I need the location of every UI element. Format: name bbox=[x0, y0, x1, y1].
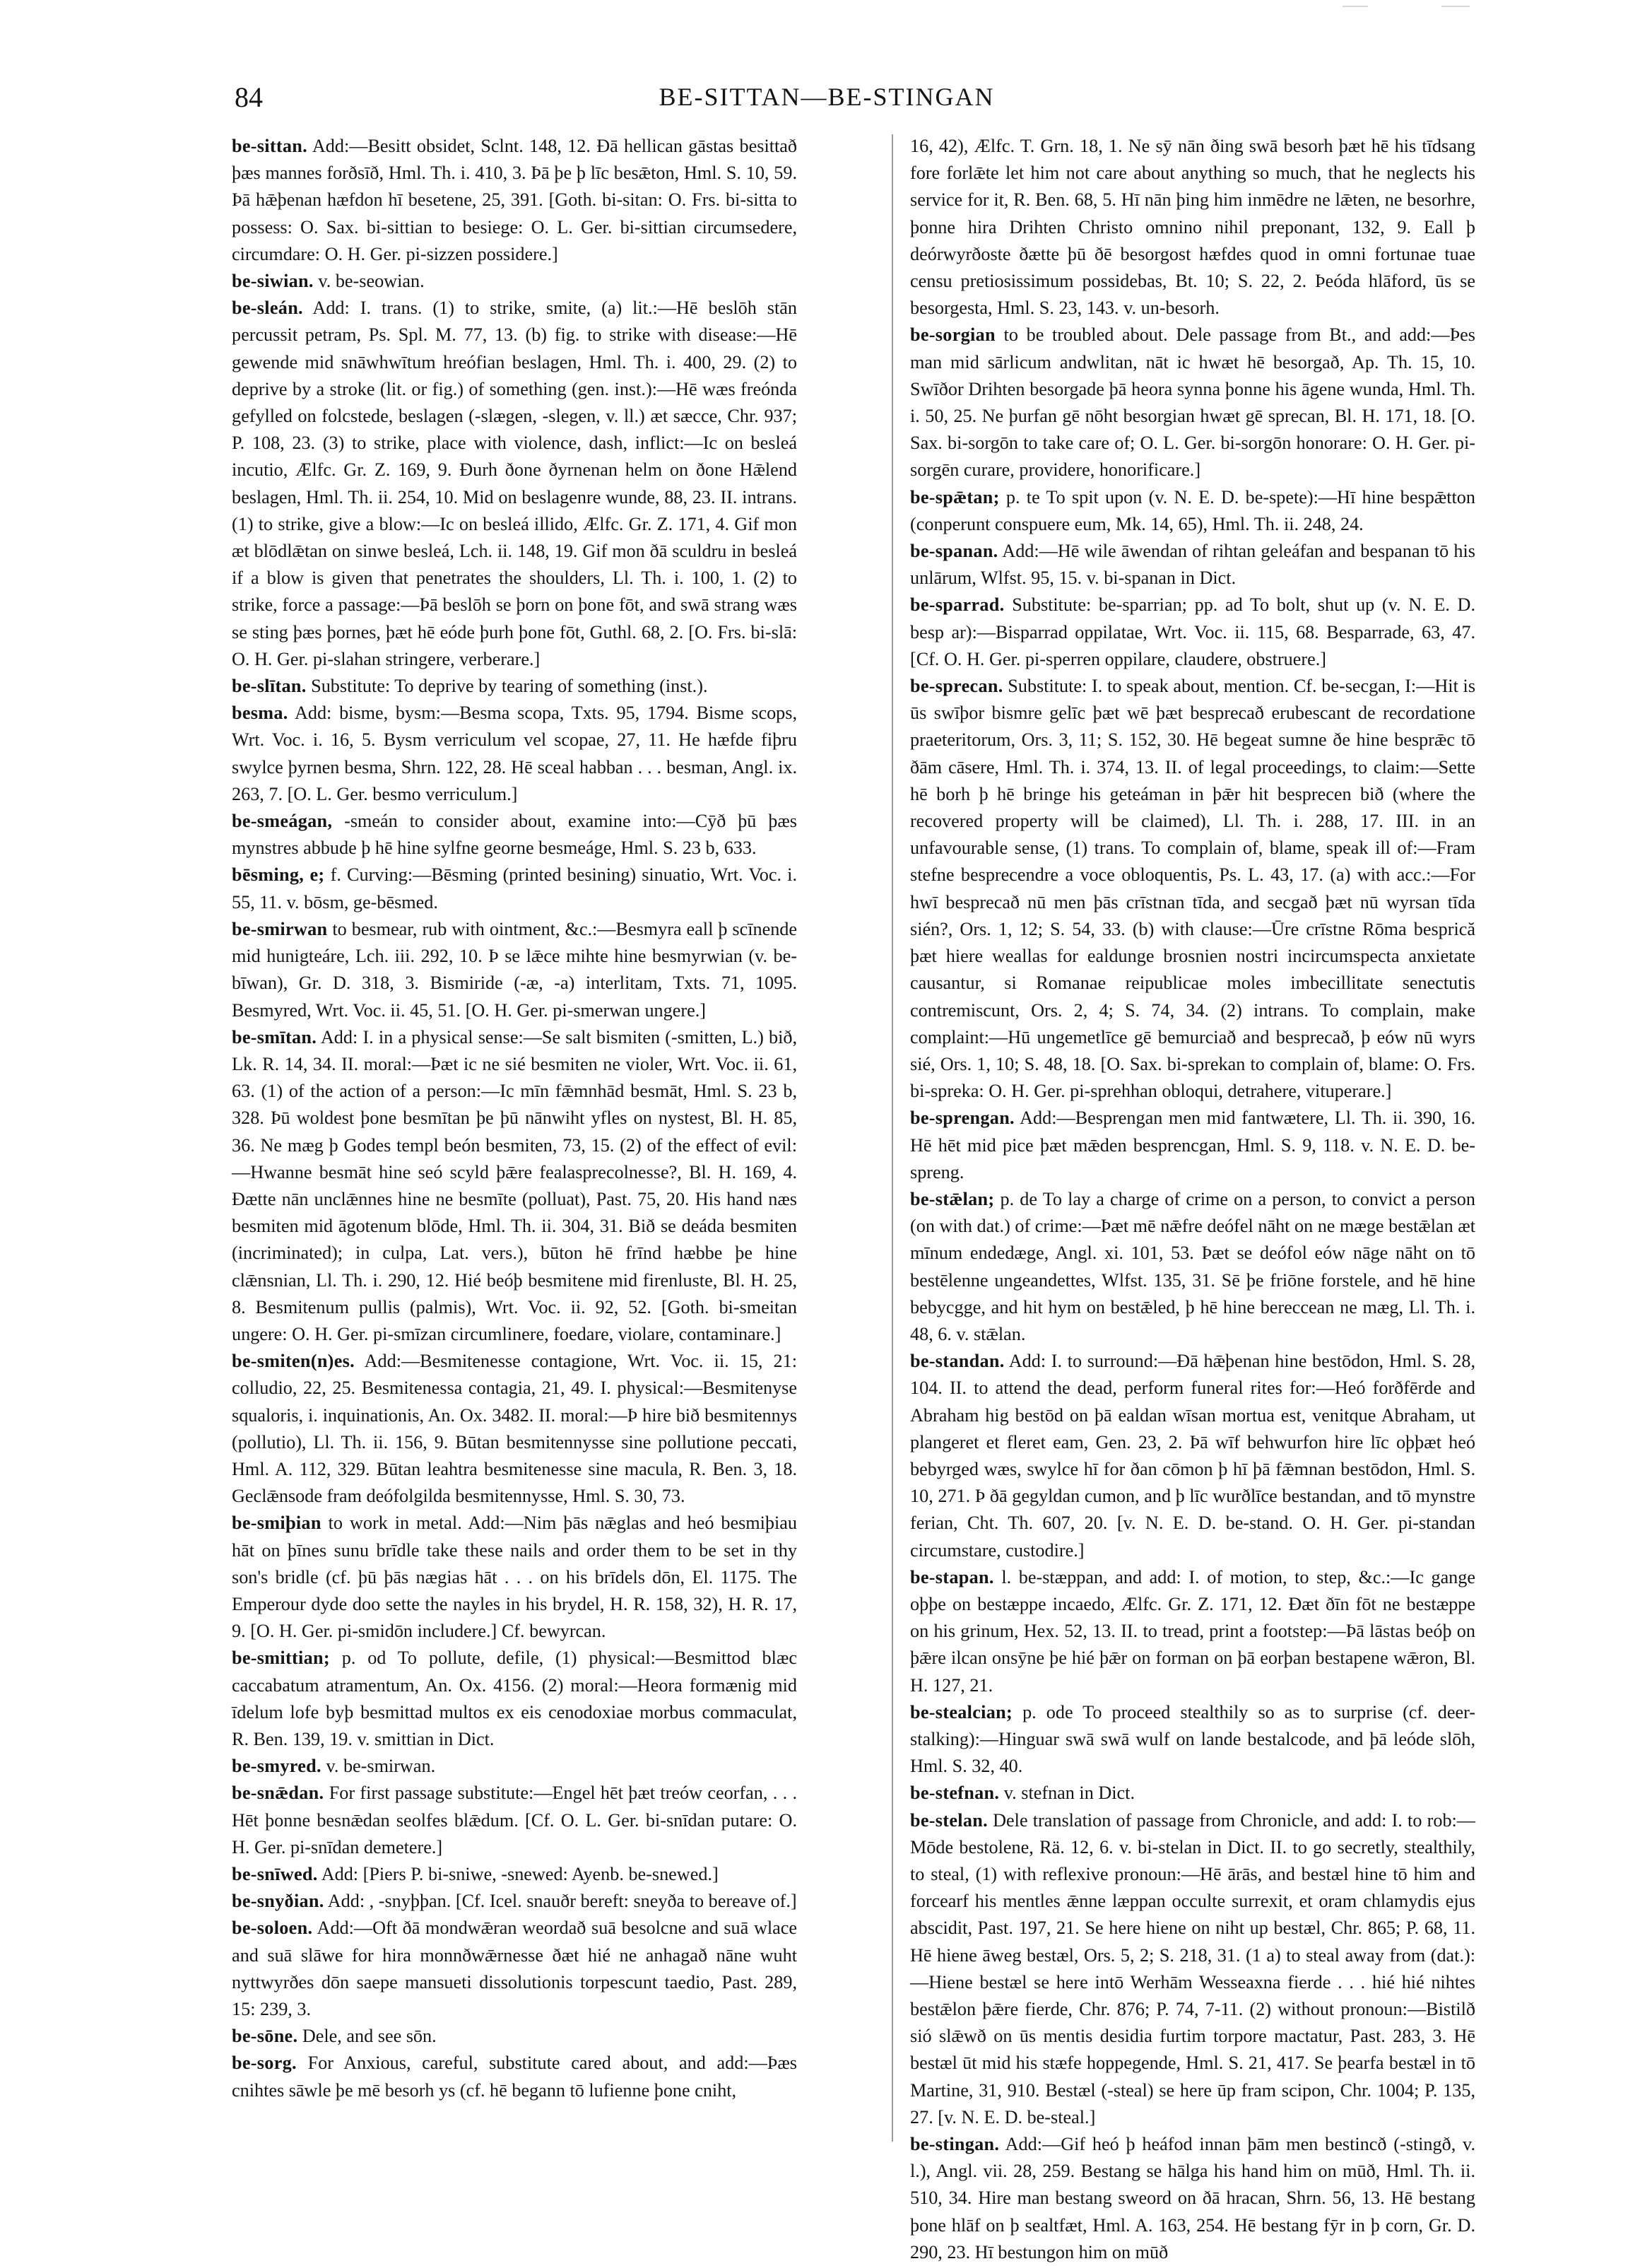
entry-definition: f. Curving:—Bēsming (printed besining) sinuatio, Wrt. Voc. i. 55, 11. v. bōsm, ge-bēsmed. bbox=[232, 864, 797, 912]
entry-headword: be-sorgian bbox=[910, 324, 996, 346]
entry-definition: to besmear, rub with ointment, &c.:—Besmyra eall þ scīnende mid hunigteáre, Lch. iii. 292, 10. Þ se lǣce mihte hine besmyrwian (v. be-bīwan), Gr. D. 318, 3. Bismiride (-æ, -a) interlitam, Txts. 71, 1095. Besmyred, Wrt. Voc. ii. 45, 51. [O. H. Ger. pi-smerwan ungere.] bbox=[232, 918, 798, 1021]
dictionary-entry bbox=[910, 484, 1475, 538]
dictionary-entry bbox=[232, 1861, 797, 1888]
entry-definition: Add:—Besitt obsidet, Sclnt. 148, 12. Ðā hellican gāstas besittað þæs mannes forðsīð, Hml. Th. i. 410, 3. Þā þe þ līc besǣton, Hml. S. 10, 59. Þā hǣþenan hæfdon hī besetene, 25, 391. [Goth. bi-sitan: O. Frs. bi-sitta to possess: O. Sax. bi-sittian to besiege: O. L. Ger. bi-sittian circumsedere, circumdare: O. H. Ger. pi-sizzen possidere.] bbox=[232, 136, 797, 264]
dictionary-entry bbox=[232, 268, 797, 295]
dictionary-entry bbox=[232, 1915, 797, 2023]
entry-definition: Add: I. to surround:—Ðā hǣþenan hine bestōdon, Hml. S. 28, 104. II. to attend the dead, perform funeral rites for:—Heó forðfērde and Abraham hig bestōd on þā ealdan wīsan mortua est, venitque Abraham, ut plangeret et fleret eam, Gen. 23, 2. Þā wīf behwurfon hire līc oþþæt heó bebyrged wæs, swylce hī for ðan cōmon þ hī þā fǣmnan bestōdon, Hml. S. 10, 271. Þ ðā gegyldan cumon, and þ līc wurðlīce bestandan, and tō mynstre ferian, Cht. Th. 607, 20. [v. N. E. D. be-stand. O. H. Ger. pi-standan circumstare, custodire.] bbox=[910, 1351, 1475, 1561]
entry-definition: Substitute: To deprive by tearing of something (inst.). bbox=[311, 676, 708, 697]
entry-definition: Dele translation of passage from Chronicle, and add: I. to rob:—Mōde bestolene, Rä. 12, 6. v. bi-stelan in Dict. II. to go secretly, stealthily, to steal, (1) with reflexive pronoun:—Hē ārās, and bestæl hine tō him and forcearf his mentles ǣnne læppan occulte surrexit, et oram chlamydis ejus abscidit, Past. 197, 21. Se here hiene on niht up bestæl, Chr. 865; P. 68, 11. Hē hiene āweg bestæl, Ors. 5, 2; S. 218, 31. (1 a) to steal away from (dat.):—Hiene bestæl se here intō Werhām Wesseaxna fierde . . . hié hié nihtes bestǣlon þǣre fierde, Chr. 876; P. 74, 7-11. (2) without pronoun:—Bistilð sió slǣwð on ūs mentis desidia furtim torpore mactatur, Past. 283, 3. Hē bestæl ūt mid his stæfe hoppegende, Hml. S. 21, 417. Se þearfa bestæl in tō Martine, 31, 910. Bestæl (-steal) se here ūp fram scipon, Chr. 1004; P. 135, 27. [v. N. E. D. be-steal.] bbox=[910, 1809, 1475, 2127]
entry-headword: be-sprecan. bbox=[910, 676, 1003, 697]
entry-definition: Add:—Besprengan men mid fantwætere, Ll. Th. ii. 390, 16. Hē hēt mid pice þæt mǣden besprencgan, Hml. S. 9, 118. v. N. E. D. be-spreng. bbox=[910, 1108, 1475, 1182]
entry-headword: be-sprengan. bbox=[910, 1108, 1015, 1129]
dictionary-entry bbox=[232, 133, 797, 268]
entry-definition: Add: I. trans. (1) to strike, smite, (a) lit.:—Hē beslōh stān percussit petram, Ps. Spl. M. 77, 13. (b) fig. to strike with disease:—Hē gewende mid snāwhwītum hreófian beslagen, Hml. Th. i. 400, 29. (2) to deprive by a stroke (lit. or fig.) of something (gen. inst.):—Hē wæs freónda gefylled on folcstede, beslagen (-slægen, -slegen, v. ll.) æt sæcce, Chr. 937; P. 108, 23. (3) to strike, place with violence, dash, inflict:—Ic on besleá incutio, Ælfc. Gr. Z. 169, 9. Ðurh ðone ðyrnenan helm on ðone Hǣlend beslagen, Hml. Th. ii. 254, 10. Mid on beslagenre wunde, 88, 23. II. intrans. (1) to strike, give a blow:—Ic on besleá illido, Ælfc. Gr. Z. 171, 4. Gif mon æt blōdlǣtan on sinwe besleá, Lch. ii. 148, 19. Gif mon ðā sculdru in besleá if a blow is given that penetrates the shoulders, Ll. Th. i. 100, 1. (2) to strike, force a passage:—Þā beslōh se þorn on þone fōt, and swā strang wæs se sting þæs þornes, þæt hē eóde þurh þone fōt, Guthl. 68, 2. [O. Frs. bi-slā: O. H. Ger. pi-slahan stringere, verberare.] bbox=[232, 298, 797, 669]
dictionary-entry bbox=[232, 700, 797, 808]
entry-definition: -smeán to consider about, examine into:—Cȳð þū þæs mynstres abbude þ hē hine sylfne georne besmeáge, Hml. S. 23 b, 633. bbox=[232, 811, 797, 859]
entry-headword: be-sparrad. bbox=[910, 594, 1005, 616]
dictionary-entry bbox=[910, 1186, 1475, 1348]
dictionary-entry bbox=[232, 916, 797, 1024]
entry-definition: v. stefnan in Dict. bbox=[1003, 1783, 1135, 1804]
entry-headword: be-smirwan bbox=[232, 918, 328, 939]
dictionary-entry bbox=[232, 2050, 797, 2103]
entry-headword: be-siwian. bbox=[232, 271, 314, 292]
dictionary-entry bbox=[910, 322, 1475, 483]
entry-definition: Substitute: be-sparrian; pp. ad To bolt, shut up (v. N. E. D. besp ar):—Bisparrad oppilatae, Wrt. Voc. ii. 115, 68. Besparrade, 63, 47. [Cf. O. H. Ger. pi-sperren oppilare, claudere, obstruere.] bbox=[910, 594, 1476, 669]
dictionary-entry bbox=[232, 1024, 797, 1348]
dictionary-entry bbox=[910, 673, 1475, 1105]
running-head: BE-SITTAN—BE-STINGAN bbox=[659, 83, 995, 111]
column-divider bbox=[892, 134, 893, 2142]
entry-definition: Add: bisme, bysm:—Besma scopa, Txts. 95, 1794. Bisme scops, Wrt. Voc. i. 16, 5. Bysm verriculum vel scopae, 27, 11. He hæfde fiþru swylce þyrnen besma, Shrn. 122, 28. Hē sceal habban . . . besman, Angl. ix. 263, 7. [O. L. Ger. besmo verriculum.] bbox=[232, 703, 797, 804]
dictionary-entry bbox=[910, 2131, 1475, 2266]
dictionary-entry bbox=[910, 133, 1475, 322]
entry-headword: be-stealcian; bbox=[910, 1701, 1013, 1722]
dictionary-entry bbox=[232, 1780, 797, 1861]
entry-headword: be-spanan. bbox=[910, 541, 998, 562]
dictionary-entry bbox=[910, 1564, 1475, 1699]
page-header bbox=[226, 74, 1427, 123]
dictionary-entry bbox=[232, 862, 797, 915]
entry-headword: be-smyred. bbox=[232, 1756, 321, 1777]
entry-headword: be-snǣdan. bbox=[232, 1783, 324, 1804]
right-column bbox=[910, 133, 1476, 2262]
entry-definition: Dele, and see sōn. bbox=[302, 2026, 437, 2047]
dictionary-entry bbox=[232, 1510, 797, 1645]
entry-definition: Substitute: I. to speak about, mention. Cf. be-secgan, I:—Hit is ūs swīþor bismre gelīc þæt wē þæt besprecað erubescant de recordatione praeteritorum, Ors. 3, 11; S. 152, 30. Hē begeat sumne ðe hine besprǣc tō ðām cāsere, Hml. Th. i. 374, 13. II. of legal proceedings, to claim:—Sette hē borh þ hē bringe his geteáman in þǣr hit besprecen bið (where the recovered property will be claimed), Ll. Th. i. 288, 17. III. in an unfavourable sense, (1) trans. To complain of, blame, speak ill of:—Fram stefne besprecendre a voce obloquentis, Ps. L. 43, 17. (a) with acc.:—For hwī besprecað nū men þās crīstnan tīda, and secgað þæt nū wyrsan tīda sién?, Ors. 1, 12; S. 54, 33. (b) with clause:—Ūre crīstne Rōma besprică þæt hiere weallas for ealdunge brosnien nostri incircumspecta anxietate causantur, si Romanae reipublicae moles imbecillitate senectutis contremiscunt, Ors. 2, 4; S. 74, 34. (2) intrans. To complain, make complaint:—Hū ungemetlīce gē bemurciað and besprecað, þ eów nū wyrs sié, Ors. 1, 10; S. 48, 18. [O. Sax. bi-sprekan to complain of, blame: O. Frs. bi-spreka: O. H. Ger. pi-sprehhan obloqui, detrahere, vituperare.] bbox=[910, 676, 1476, 1102]
dictionary-entry bbox=[910, 592, 1475, 673]
scan-mark bbox=[1441, 6, 1470, 7]
dictionary-entry bbox=[232, 673, 797, 700]
entry-headword: be-spǣtan; bbox=[910, 486, 1000, 507]
entry-headword: be-stefnan. bbox=[910, 1783, 1000, 1804]
entry-definition: 16, 42), Ælfc. T. Grn. 18, 1. Ne sȳ nān ðing swā besorh þæt hē his tīdsang fore forlǣte let him not care about anything so much, that he neglects his service for it, R. Ben. 68, 5. Hī nān þing him inmēdre ne lǣten, ne besorhre, þonne hira Drihten Christo omnino nihil preponant, 132, 9. Eall þ deórwyrðoste ðætte þū ðē besorgost hæfdes quod in omni fortunae tuae censu pretiosissimum possidebas, Bt. 10; S. 22, 2. Þeóda hlāford, ūs se besorgesta, Hml. S. 23, 143. v. un-besorh. bbox=[910, 136, 1475, 319]
entry-definition: p. de To lay a charge of crime on a person, to convict a person (on with dat.) of crime:—Þæt mē nǣfre deófel nāht on ne mæge bestǣlan æt mīnum endedæge, Angl. xi. 101, 53. Þæt se deófol eów nāge nāht on tō bestēlenne ungeandettes, Wlfst. 135, 31. Sē þe friōne forstele, and hē hine bebycgge, and hit hym on bestǣled, þ hē hine bereccean ne mæg, Ll. Th. i. 48, 6. v. stǣlan. bbox=[910, 1188, 1476, 1344]
page-number: 84 bbox=[235, 81, 263, 113]
entry-headword: be-snīwed. bbox=[232, 1864, 318, 1884]
dictionary-entry bbox=[232, 2023, 797, 2050]
entry-headword: besma. bbox=[232, 703, 288, 724]
dictionary-entry bbox=[910, 1780, 1475, 1807]
entry-definition: Add:—Besmitenesse contagione, Wrt. Voc. ii. 15, 21: colludio, 22, 25. Besmitenessa contagia, 21, 49. I. physical:—Besmitenyse squaloris, i. inquinationis, An. Ox. 3482. II. moral:—Þ hire bið besmitennys (pollutio), Ll. Th. ii. 156, 9. Būtan besmitennysse sine pollutione peccati, Hml. A. 112, 329. Būtan leahtra besmitenesse sine macula, R. Ben. 3, 18. Geclǣnsode fram deófolgilda besmitennysse, Hml. S. 30, 73. bbox=[232, 1351, 797, 1507]
dictionary-entry bbox=[910, 1699, 1475, 1780]
entry-headword: be-smītan. bbox=[232, 1026, 317, 1047]
entry-headword: be-smiten(n)es. bbox=[232, 1351, 355, 1372]
entry-definition: p. ode To proceed stealthily so as to surprise (cf. deer-stalking):—Hinguar swā swā wulf on lande bestalcode, and þā leóde slōh, Hml. S. 32, 40. bbox=[910, 1701, 1475, 1777]
entry-headword: be-stelan. bbox=[910, 1809, 988, 1831]
entry-headword: be-stingan. bbox=[910, 2134, 1000, 2155]
dictionary-entry bbox=[232, 808, 797, 862]
dictionary-entry bbox=[232, 295, 797, 673]
entry-headword: be-stǣlan; bbox=[910, 1188, 995, 1209]
entry-headword: be-soloen. bbox=[232, 1918, 313, 1939]
entry-headword: be-standan. bbox=[910, 1351, 1005, 1372]
entry-headword: be-sorg. bbox=[232, 2053, 297, 2074]
entry-definition: For first passage substitute:—Engel hēt þæt treów ceorfan, . . . Hēt þonne besnǣdan seolfes blǣdum. [Cf. O. L. Ger. bi-snīdan putare: O. H. Ger. pi-snīdan demetere.] bbox=[232, 1783, 798, 1857]
entry-definition: p. te To spit upon (v. N. E. D. be-spete):—Hī hine bespǣtton (conperunt conspuere eum, Mk. 14, 65), Hml. Th. ii. 248, 24. bbox=[910, 486, 1475, 534]
dictionary-entry bbox=[232, 1753, 797, 1780]
entry-headword: be-sōne. bbox=[232, 2026, 298, 2047]
entry-definition: to be troubled about. Dele passage from Bt., and add:—Þes man mid sārlicum andwlitan, nāt ic hwæt hē besorgað, Ap. Th. 15, 10. Swīðor Drihten besorgade þā heora synna þonne his āgene wunda, Hml. Th. i. 50, 25. Ne þurfan gē nōht besorgian hwæt gē sprecan, Bl. H. 171, 18. [O. Sax. bi-sorgōn to take care of; O. L. Ger. bi-sorgōn honorare: O. H. Ger. pi-sorgēn curare, providere, honorificare.] bbox=[910, 324, 1475, 481]
entry-definition: Add:—Gif heó þ heáfod innan þām men bestincð (-stingð, v. l.), Angl. vii. 28, 259. Bestang se hālga his hand him on mūð, Hml. Th. ii. 510, 34. Hire man bestang sweord on ðā hracan, Shrn. 56, 13. Hē bestang þone hlāf on þ sealtfæt, Hml. A. 163, 254. Hē bestang fȳr in þ corn, Gr. D. 290, 23. Hī bestungon him on mūð bbox=[910, 2134, 1475, 2262]
entry-headword: bēsming, e; bbox=[232, 864, 325, 886]
entry-definition: Add: [Piers P. bi-sniwe, -snewed: Ayenb. be-snewed.] bbox=[321, 1864, 719, 1884]
entry-headword: be-smeágan, bbox=[232, 811, 333, 832]
dictionary-entry bbox=[232, 1645, 797, 1753]
dictionary-entry bbox=[910, 538, 1475, 592]
left-column bbox=[232, 133, 797, 2147]
entry-headword: be-snyðian. bbox=[232, 1891, 324, 1912]
entry-definition: l. be-stæppan, and add: I. of motion, to step, &c.:—Ic gange oþþe on bestæppe incaedo, Ælfc. Gr. Z. 171, 12. Ðæt ðīn fōt ne bestæppe on his grinum, Hex. 52, 13. II. to tread, print a footstep:—Þā lāstas beóþ on þǣre ilcan onsȳne þe hié þǣr on forman on þā eorþan bestapene wǣron, Bl. H. 127, 21. bbox=[910, 1566, 1475, 1696]
entry-headword: be-stapan. bbox=[910, 1566, 994, 1587]
entry-headword: be-sittan. bbox=[232, 136, 308, 156]
entry-definition: p. od To pollute, defile, (1) physical:—Besmittod blæc caccabatum atramentum, An. Ox. 4156. (2) moral:—Heora formænig mid īdelum lofe byþ besmittad multos ex eis cenodoxiae morbus commaculat, R. Ben. 139, 19. v. smittian in Dict. bbox=[232, 1648, 798, 1749]
scan-mark bbox=[1343, 6, 1368, 7]
entry-headword: be-smiþian bbox=[232, 1513, 321, 1534]
entry-definition: Add:—Oft ðā mondwǣran weordað suā besolcne and suā wlace and suā slāwe for hira monnðwǣrnesse ðæt hié ne anhagað nāne wuht nyttwyrðes dōn saepe mansueti dissolutionis torpescunt taedio, Past. 289, 15: 239, 3. bbox=[232, 1918, 797, 2020]
entry-definition: v. be-seowian. bbox=[318, 271, 425, 292]
dictionary-entry bbox=[232, 1348, 797, 1510]
entry-definition: Add: I. in a physical sense:—Se salt bismiten (-smitten, L.) bið, Lk. R. 14, 34. II. moral:—Þæt ic ne sié besmiten ne violer, Wrt. Voc. ii. 61, 63. (1) of the action of a person:—Ic mīn fǣmnhād besmāt, Hml. S. 23 b, 328. Þū woldest þone besmītan þe þū nānwiht yfles on nystest, Bl. H. 85, 36. Ne mæg þ Godes templ beón besmiten, 73, 15. (2) of the effect of evil:—Hwanne besmāt hine seó scyld þǣre fealasprecolnesse?, Bl. H. 169, 4. Ðætte nān unclǣnnes hine ne besmīte (polluat), Past. 75, 20. His hand næs besmiten mid āgotenum blōde, Hml. Th. ii. 304, 31. Bið se deáda besmiten (incriminated); in culpa, Lat. vers.), būton hē frīnd hæbbe þe hine clǣnsnian, Ll. Th. i. 290, 12. Hié beóþ besmitene mid firenluste, Bl. H. 25, 8. Besmitenum pullis (palmis), Wrt. Voc. ii. 92, 52. [Goth. bi-smeitan ungere: O. H. Ger. pi-smīzan circumlinere, foedare, violare, contaminare.] bbox=[232, 1026, 797, 1344]
dictionary-entry bbox=[910, 1105, 1475, 1186]
entry-definition: For Anxious, careful, substitute cared about, and add:—Þæs cnihtes sāwle þe mē besorh ys (cf. hē begann tō lufienne þone cniht, bbox=[232, 2053, 797, 2101]
dictionary-entry bbox=[910, 1807, 1475, 2131]
entry-headword: be-smittian; bbox=[232, 1648, 330, 1669]
entry-definition: to work in metal. Add:—Nim þās nǣglas and heó besmiþiau hāt on þīnes sunu brīdle take these nails and order them to be set in thy son's bridle (cf. þū þās nægias hāt . . . on his brīdels dōn, El. 1175. The Emperour dyde doo sette the nayles in his brydel, H. R. 158, 32), H. R. 17, 9. [O. H. Ger. pi-smidōn includere.] Cf. bewyrcan. bbox=[232, 1513, 797, 1642]
entry-definition: v. be-smirwan. bbox=[326, 1756, 436, 1777]
entry-headword: be-sleán. bbox=[232, 298, 303, 319]
entry-definition: Add:—Hē wile āwendan of rihtan geleáfan and bespanan tō his unlārum, Wlfst. 95, 15. v. bi-spanan in Dict. bbox=[910, 541, 1475, 589]
entry-headword: be-slītan. bbox=[232, 676, 307, 697]
dictionary-entry bbox=[232, 1888, 797, 1915]
entry-definition: Add: , -snyþþan. [Cf. Icel. snauðr bereft: sneyða to bereave of.] bbox=[327, 1891, 797, 1912]
dictionary-entry bbox=[910, 1348, 1475, 1564]
